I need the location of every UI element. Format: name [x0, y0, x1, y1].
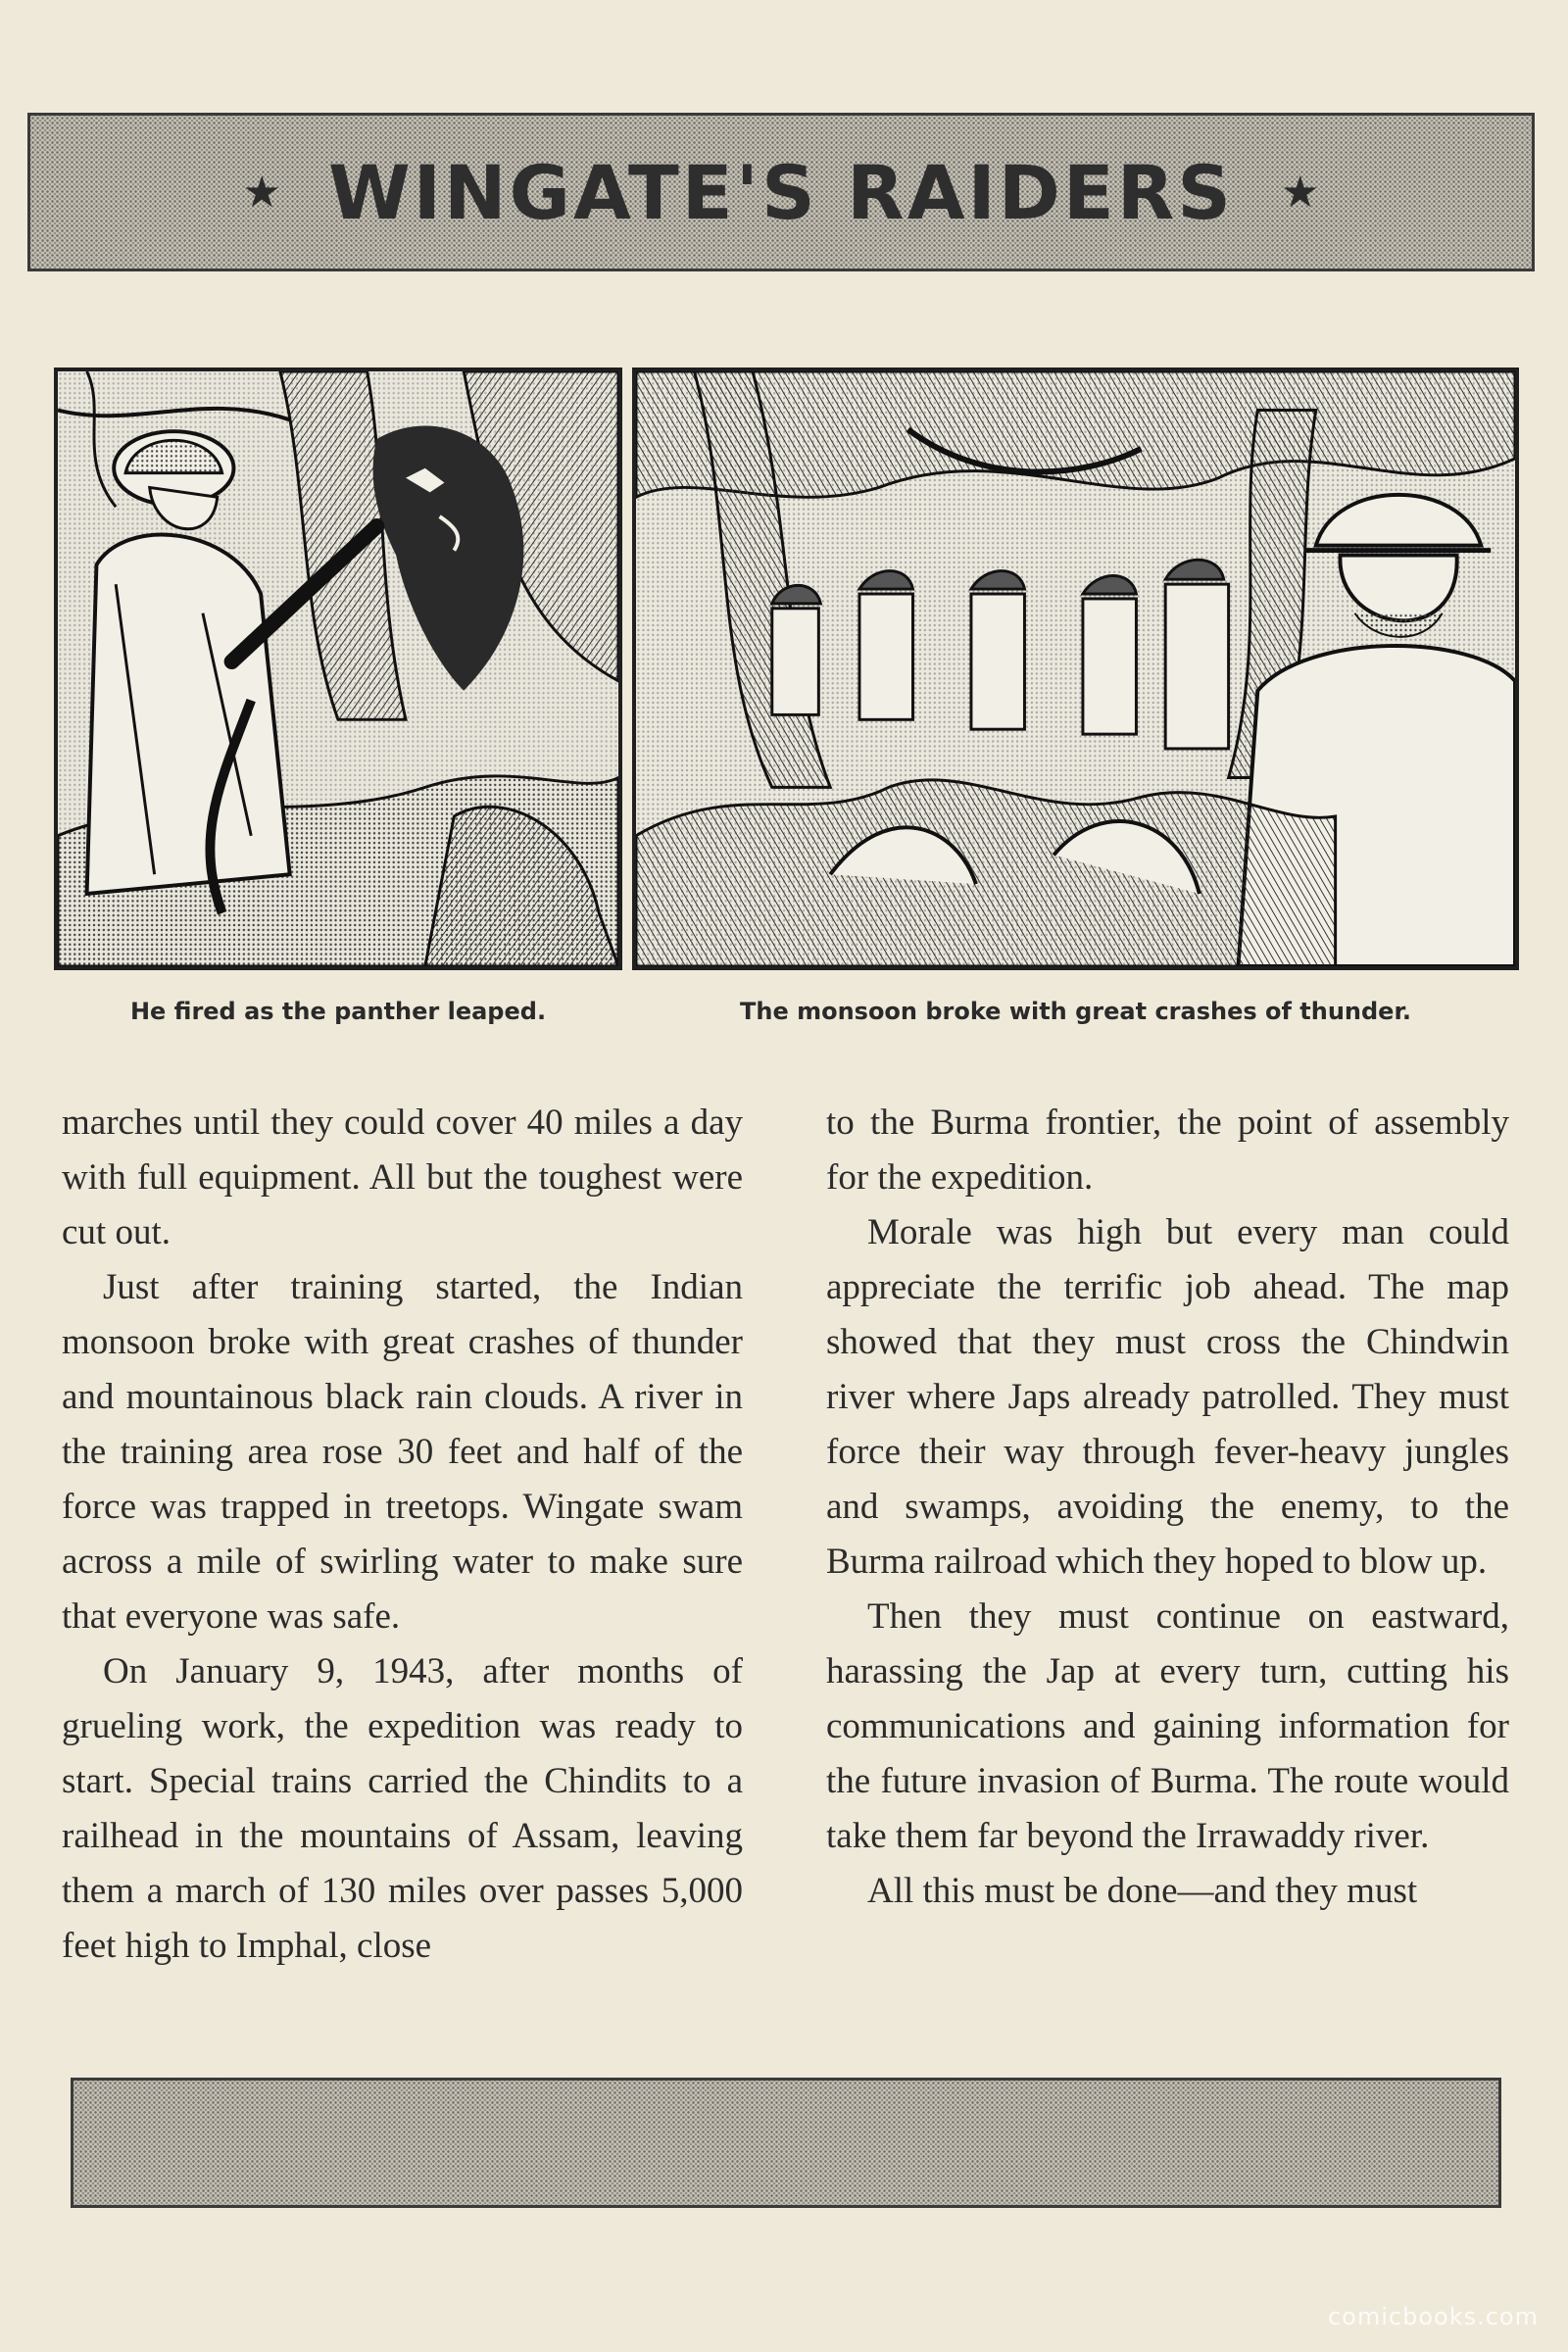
star-left-icon: ★	[242, 167, 281, 218]
paragraph: Morale was high but every man could appreciate the terrific job ahead. The map showed that they must cross the Chindwin river where Japs already patrolled. They must force their way through fever-heavy jungles and swamps, avoiding the enemy, to the Burma railroad which they hoped to blow up.	[826, 1212, 1509, 1582]
text-column-left	[62, 1096, 743, 1974]
page-title: WINGATE'S RAIDERS	[327, 148, 1235, 236]
paragraph: Just after training started, the Indian monsoon broke with great crashes of thunder and mountainous black rain clouds. A river in the training area rose 30 feet and half of the force was trapped in treetops. Wingate swam across a mile of swirling water to make sure that everyone was safe.	[62, 1267, 743, 1637]
illustration-panther-panel	[54, 368, 622, 970]
title-banner	[27, 113, 1535, 271]
paragraph: marches until they could cover 40 miles a day with full equipment. All but the toughest were cut out.	[62, 1102, 743, 1252]
watermark: comicbooks.com	[1327, 2303, 1539, 2330]
panel-caption-right: The monsoon broke with great crashes of thunder.	[739, 998, 1411, 1025]
footer-banner	[71, 2078, 1501, 2208]
jungle-march-illustration	[636, 371, 1515, 966]
paragraph: to the Burma frontier, the point of assembly for the expedition.	[826, 1102, 1509, 1198]
paragraph: Then they must continue on eastward, harassing the Jap at every turn, cutting his communications and gaining information for the future invasion of Burma. The route would take them far beyond the Irrawaddy river.	[826, 1596, 1509, 1856]
paragraph: All this must be done—and they must	[867, 1871, 1418, 1911]
panel-caption-left: He fired as the panther leaped.	[129, 998, 547, 1025]
illustration-jungle-panel	[632, 368, 1519, 970]
paragraph: On January 9, 1943, after months of grueling work, the expedition was ready to start. Special trains carried the Chindits to a railhead in the mountains of Assam, leaving them a march of 130 miles over passes 5,000 feet high to Imphal, close	[62, 1651, 743, 1966]
star-right-icon: ★	[1281, 167, 1320, 218]
panther-illustration	[58, 371, 618, 966]
text-column-right	[826, 1096, 1509, 1919]
